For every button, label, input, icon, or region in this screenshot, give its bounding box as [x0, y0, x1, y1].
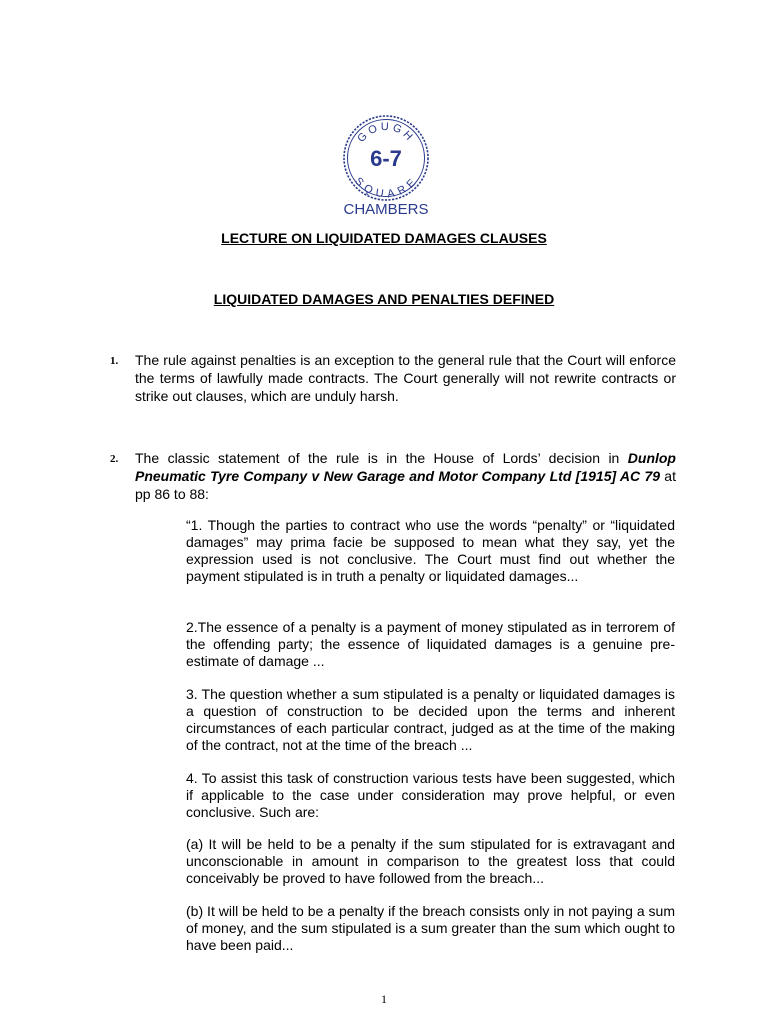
- paragraph-number: 1.: [110, 355, 119, 367]
- numbered-paragraph: [110, 351, 676, 405]
- chambers-logo: [338, 110, 434, 218]
- paragraph-text-after: at pp 86 to 88:: [135, 468, 676, 502]
- paragraph-text-before: The classic statement of the rule is in the House of Lords’ decision in: [135, 450, 628, 466]
- paragraph-text: [135, 449, 676, 503]
- section-title: LIQUIDATED DAMAGES AND PENALTIES DEFINED: [213, 291, 555, 307]
- logo-number: 6-7: [370, 146, 402, 171]
- quote-paragraph: 4. To assist this task of construction various tests have been suggested, which if applicable to the case under consideration may prove helpful, or even conclusive. Such are:: [186, 770, 675, 820]
- quote-paragraph: 3. The question whether a sum stipulated is a penalty or liquidated damages is a question of construction to be decided upon the terms and inherent circumstances of each particular contract, judged as at the time of the making of the contract, not at the time of the breach ...: [186, 686, 675, 753]
- paragraph-text: The rule against penalties is an exception to the general rule that the Court will enforce the terms of lawfully made contracts. The Court generally will not rewrite contracts or strike out clauses, which are unduly harsh.: [135, 352, 676, 404]
- lecture-title: LECTURE ON LIQUIDATED DAMAGES CLAUSES: [221, 230, 547, 246]
- logo-name: CHAMBERS: [343, 201, 429, 218]
- quote-paragraph: 2.The essence of a penalty is a payment of money stipulated as in terrorem of the offending party; the essence of liquidated damages is a genuine pre-estimate of damage ...: [186, 619, 675, 669]
- paragraph-number: 2.: [110, 453, 119, 465]
- quote-paragraph: “1. Though the parties to contract who use the words “penalty” or “liquidated damages” may prima facie be supposed to mean what they say, yet the expression used is not conclusive. The Court must find out whether the payment stipulated is in truth a penalty or liquidated damages...: [186, 517, 675, 584]
- case-citation: Dunlop Pneumatic Tyre Company v New Garage and Motor Company Ltd [1915] AC 79: [135, 450, 676, 484]
- numbered-paragraph: [110, 449, 676, 503]
- quote-paragraph: (b) It will be held to be a penalty if the breach consists only in not paying a sum of money, and the sum stipulated is a sum greater than the sum which ought to have been paid...: [186, 903, 675, 953]
- logo-bottom-text: SQUARE: [352, 175, 420, 201]
- logo-top-text: GOUGH: [355, 120, 417, 145]
- page-number: 1: [381, 992, 387, 1006]
- quote-paragraph: (a) It will be held to be a penalty if the sum stipulated for is extravagant and unconscionable in amount in comparison to the greatest loss that could conceivably be proved to have followed from the breach...: [186, 836, 675, 886]
